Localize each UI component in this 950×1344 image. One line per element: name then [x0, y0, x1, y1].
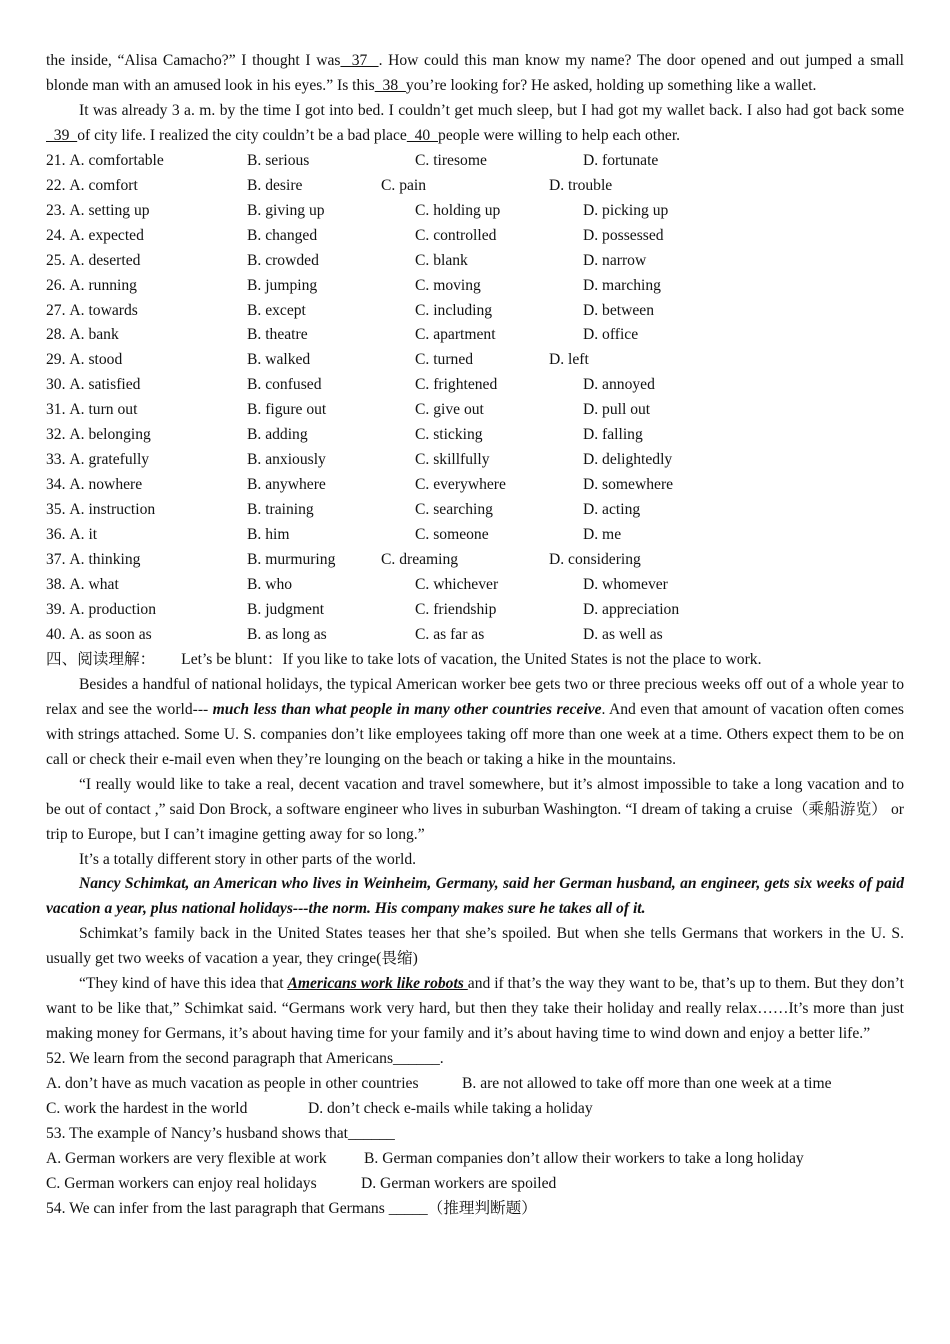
option-a: A. German workers are very flexible at work [46, 1149, 327, 1167]
question-row: 29. A. stood B. walked C. turned D. left [46, 351, 589, 369]
question-row: 30. A. satisfied B. confused C. frightened D. annoyed [46, 376, 655, 394]
question-row: 37. A. thinking B. murmuring C. dreaming D. considering [46, 551, 641, 569]
question-row: 34. A. nowhere B. anywhere C. everywhere D. somewhere [46, 476, 674, 494]
reading-paragraph: Nancy Schimkat, an American who lives in Weinheim, Germany, said her German husband, an engineer, gets six weeks of paid vacation a year, plus national holidays---the norm. His company makes sure he takes all of it. [46, 875, 904, 918]
reading-paragraph: Schimkat’s family back in the United States teases her that she’s spoiled. But when she tells Germans that workers in the U. S. usually get two weeks of vacation a year, they cringe(畏缩) [46, 925, 904, 968]
question-row: 23. A. setting up B. giving up C. holding up D. picking up [46, 201, 669, 219]
blank-39: 39 [46, 126, 78, 144]
question-row: 31. A. turn out B. figure out C. give out D. pull out [46, 401, 651, 419]
question-row: 32. A. belonging B. adding C. sticking D. falling [46, 426, 643, 444]
question-row: 36. A. it B. him C. someone D. me [46, 526, 622, 544]
question-52-options [46, 1097, 904, 1122]
reading-paragraph: It’s a totally different story in other parts of the world. [79, 850, 417, 868]
question-row: 27. A. towards B. except C. including D. between [46, 301, 655, 319]
question-53-stem: 53. The example of Nancy’s husband shows that______ [46, 1124, 395, 1142]
option-c: C. German workers can enjoy real holidays [46, 1174, 317, 1192]
question-52-options [46, 1072, 904, 1097]
question-row: 40. A. as soon as B. as long as C. as far as D. as well as [46, 625, 663, 643]
option-d: D. German workers are spoiled [361, 1174, 557, 1192]
question-row: 25. A. deserted B. crowded C. blank D. narrow [46, 251, 647, 269]
reading-section-header [46, 648, 904, 673]
cloze-options [46, 149, 904, 648]
reading-paragraph: Besides a handful of national holidays, the typical American worker bee gets two or three precious weeks off out of a whole year to relax and see the world--- much less than what people in many other countries receive. And even that amount of vacation often comes with strings attached. Some U. S. companies don’t like employees taking off more than one week at a time. Others expect them to be on call or check their e-mail even when they’re lounging on the beach or taking a hike in the mountains. [46, 675, 904, 768]
reading-intro: Let’s be blunt：If you like to take lots of vacation, the United States is not the place to work. [181, 650, 762, 668]
question-row: 22. A. comfort B. desire C. pain D. trouble [46, 176, 613, 194]
question-row: 39. A. production B. judgment C. friendship D. appreciation [46, 600, 680, 618]
question-row: 21. A. comfortable B. serious C. tiresome D. fortunate [46, 151, 659, 169]
section-label: 四、阅读理解： [46, 650, 156, 668]
question-row: 35. A. instruction B. training C. searching D. acting [46, 501, 641, 519]
blank-38: 38 [374, 76, 406, 94]
question-row: 28. A. bank B. theatre C. apartment D. office [46, 326, 639, 344]
reading-paragraph: “They kind of have this idea that Americans work like robots and if that’s the way they want to be, that’s up to them. But they don’t want to be like that,” Schimkat said. “Germans work very hard, but then they take their holiday and really relax……It’s more than just making money for Germans, it’s about having time for your family and it’s about having time to wind down and enjoy a better life.” [46, 975, 904, 1043]
option-b: B. German companies don’t allow their workers to take a long holiday [364, 1149, 804, 1167]
question-54-stem: 54. We can infer from the last paragraph that Germans _____（推理判断题） [46, 1199, 537, 1217]
question-53-options [46, 1172, 904, 1197]
question-52-stem: 52. We learn from the second paragraph that Americans______. [46, 1050, 444, 1068]
exam-page [46, 49, 904, 1222]
question-row: 33. A. gratefully B. anxiously C. skillfully D. delightedly [46, 451, 673, 469]
blank-37: 37 [340, 52, 379, 69]
question-53-options [46, 1147, 904, 1172]
option-a: A. don’t have as much vacation as people in other countries [46, 1075, 419, 1093]
question-row: 24. A. expected B. changed C. controlled D. possessed [46, 226, 664, 244]
question-row: 26. A. running B. jumping C. moving D. marching [46, 276, 661, 294]
blank-40: 40 [406, 126, 439, 144]
option-c: C. work the hardest in the world [46, 1100, 248, 1118]
passage-paragraph: the inside, “Alisa Camacho?” I thought I was 37 . How could this man know my name? The door opened and out jumped a small blonde man with an amused look in his eyes.” Is this 38 you’re looking for? He asked, holding up something like a wallet. [46, 52, 904, 94]
option-b: B. are not allowed to take off more than one week at a time [462, 1075, 832, 1093]
option-d: D. don’t check e-mails while taking a holiday [308, 1100, 593, 1118]
question-row: 38. A. what B. who C. whichever D. whomever [46, 576, 668, 594]
passage-paragraph: It was already 3 a. m. by the time I got into bed. I couldn’t get much sleep, but I had got my wallet back. I also had got back some 39 of city life. I realized the city couldn’t be a bad place 40 people were willing to help each other. [46, 101, 904, 144]
reading-paragraph: “I really would like to take a real, decent vacation and travel somewhere, but it’s almost impossible to take a long vacation and to be out of contact ,” said Don Brock, a software engineer who lives in suburban Washington. “I dream of taking a cruise（乘船游览） or trip to Europe, but I can’t imagine getting away for so long.” [46, 775, 904, 843]
